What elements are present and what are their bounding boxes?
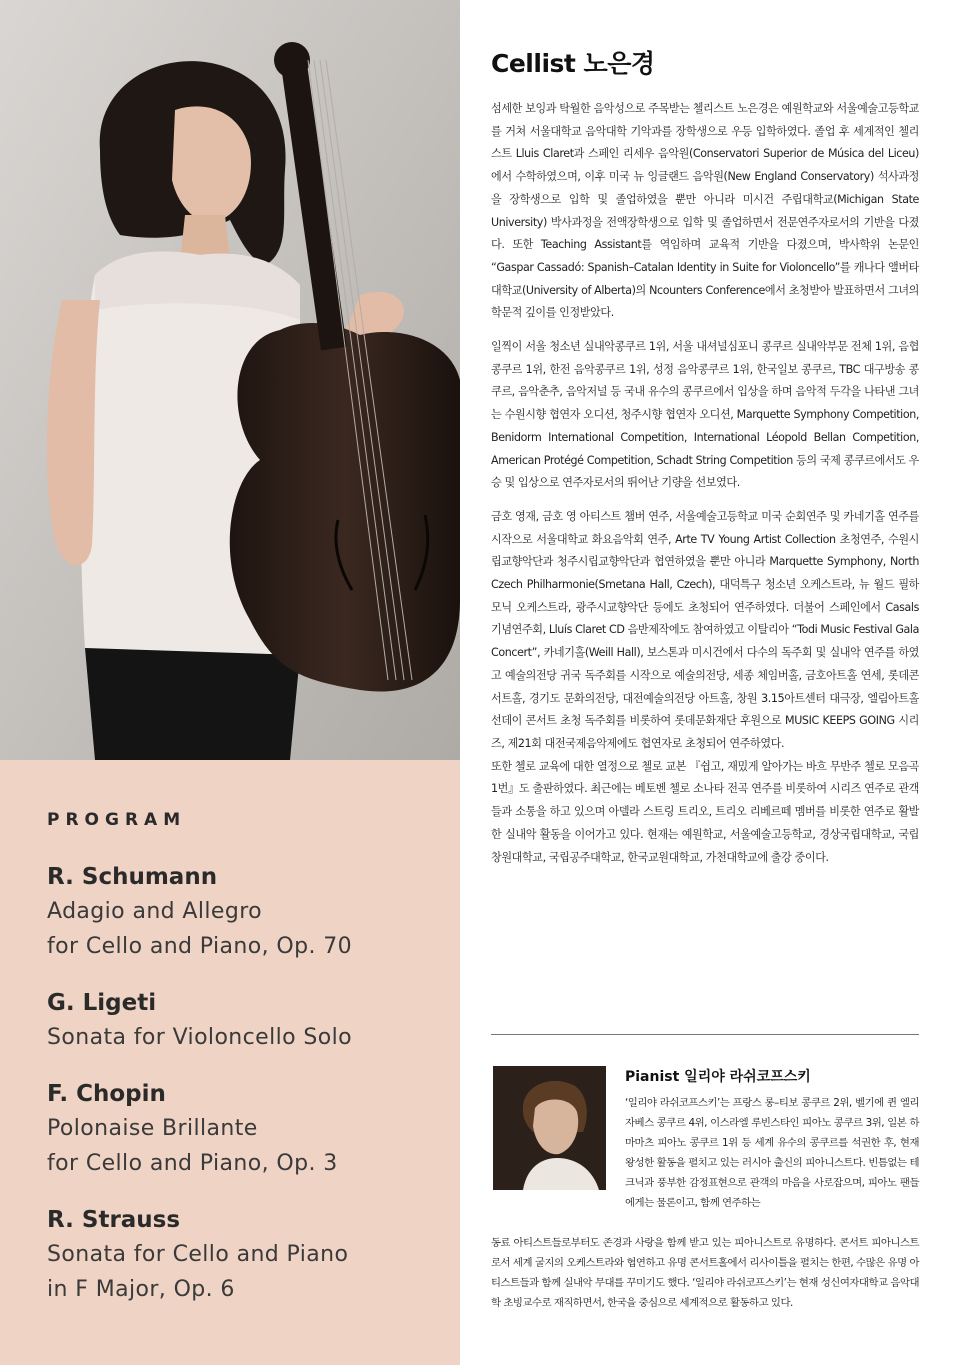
program-piece — [47, 1077, 447, 1181]
work-title-line: for Cello and Piano, Op. 70 — [47, 934, 353, 959]
program-piece — [47, 986, 447, 1055]
section-divider — [491, 1034, 919, 1035]
program-piece — [47, 1203, 447, 1307]
bio-paragraph: 일찍이 서울 청소년 실내악콩쿠르 1위, 서울 내셔널심포니 콩쿠르 실내악부문 전체 1위, 음협 콩쿠르 1위, 한전 음악콩쿠르 1위, 성정 음악콩쿠르 1위, 한국일보 콩쿠르, TBC 대구방송 콩쿠르, 음악춘추, 음악저널 등 국내 유수의 콩쿠르에서 입상을 하며 음악적 두각을 나타낸 그녀는 수원시향 협연자 오디션, 청주시향 협연자 오디션, Marquette Symphony Competition, Benidorm International Competition, International Léopold Bellan Competition, American Protégé Competition, Schadt String Competition 등의 국제 콩쿠르에서도 우승 및 입상으로 연주자로서의 뛰어난 기량을 선보였다. — [491, 340, 919, 490]
program-list — [47, 860, 447, 1329]
work-title-line: Polonaise Brillante — [47, 1116, 258, 1141]
program-piece — [47, 860, 447, 964]
work-title-line: Sonata for Cello and Piano — [47, 1242, 349, 1267]
work-title-line: Sonata for Violoncello Solo — [47, 1025, 352, 1050]
composer-name: R. Strauss — [47, 1207, 181, 1233]
cellist-bio — [491, 98, 919, 880]
bio-paragraph: 섬세한 보잉과 탁월한 음악성으로 주목받는 첼리스트 노은경은 예원학교와 서울예술고등학교를 거쳐 서울대학교 음악대학 기악과를 장학생으로 우등 입학하였다. 졸업 후 세계적인 첼리스트 Lluis Claret과 스페인 리세우 음악원(Conservatori Superior de Música del Liceu)에서 수학하였으며, 이후 미국 뉴 잉글랜드 음악원(New England Conservatory) 석사과정을 장학생으로 입학 및 졸업하였을 뿐만 아니라 미시건 주립대학교(Michigan State University) 박사과정을 전액장학생으로 입학 및 졸업하면서 전문연주자로서의 기반을 다졌다. 또한 Teaching Assistant를 역임하며 교육적 기반을 다졌으며, 박사학위 논문인 “Gaspar Cassadó: Spanish–Catalan Identity in Suite for Violoncello”를 캐나다 앨버타 대학교(University of Alberta)의 Ncounters Conference에서 초청받아 발표하면서 그녀의 학문적 깊이를 인정받았다. — [491, 102, 919, 320]
composer-name: F. Chopin — [47, 1081, 166, 1107]
composer-name: G. Ligeti — [47, 990, 157, 1016]
pianist-bio-top: ‘일리야 라쉬코프스키’는 프랑스 롱–티보 콩쿠르 2위, 벨기에 퀸 엘리자베스 콩쿠르 4위, 이스라엘 루빈스타인 피아노 콩쿠르 3위, 일본 하마마츠 피아노 콩쿠르 1위 등 세계 유수의 콩쿠르를 석권한 후, 현재 왕성한 활동을 펼치고 있는 러시아 출신의 피아니스트다. 빈틈없는 테크닉과 풍부한 감정표현으로 관객의 마음을 사로잡으며, 피아노 팬들에게는 물론이고, 함께 연주하는 — [625, 1097, 919, 1209]
program-heading: PROGRAM — [47, 810, 187, 830]
bio-paragraph: 또한 첼로 교육에 대한 열정으로 첼로 교본 『쉽고, 재밌게 알아가는 바흐 무반주 첼로 모음곡 1번』도 출판하였다. 최근에는 베토벤 첼로 소나타 전곡 연주를 비롯하여 시리즈 연주로 관객들과 소통을 하고 있으며 아델라 스트링 트리오, 트리오 리베르떼 멤버를 비롯한 연주로 활발한 실내악 활동을 이어가고 있다. 현재는 예원학교, 서울예술고등학교, 경상국립대학교, 국립창원대학교, 국립공주대학교, 한국교원대학교, 가천대학교에 출강 중이다. — [491, 759, 919, 864]
bio-paragraph: 금호 영재, 금호 영 아티스트 챔버 연주, 서울예술고등학교 미국 순회연주 및 카네기홀 연주를 시작으로 서울대학교 화요음악회 연주, Arte TV Young Artist Collection 초청연주, 수원시립교향악단과 청주시립교향악단과 협연하였을 뿐만 아니라 Marquette Symphony, North Czech Philharmonie(Smetana Hall, Czech), 대덕특구 청소년 오케스트라, 뉴 월드 필하모닉 오케스트라, 광주시교향악단 등에도 초청되어 연주하였다. 더불어 스페인에서 Casals 기념연주회, Lluís Claret CD 음반제작에도 참여하였고 이탈리아 “Todi Music Festival Gala Concert”, 카네기홀(Weill Hall), 보스톤과 미시건에서 다수의 독주회 및 실내악 연주를 하였고 예술의전당 귀국 독주회를 시작으로 예술의전당, 세종 체임버홀, 금호아트홀 연세, 롯데콘서트홀, 경기도 문화의전당, 대전예술의전당 아트홀, 창원 3.15아트센터 대극장, 엘림아트홀 선데이 콘서트 초청 독주회를 비롯하여 롯데문화재단 후원으로 MUSIC KEEPS GOING 시리즈, 제21회 대전국제음악제에도 협연자로 초청되어 연주하였다. — [491, 509, 919, 750]
cellist-photo — [0, 0, 460, 760]
pianist-bio-bottom: 동료 아티스트들로부터도 존경과 사랑을 함께 받고 있는 피아니스트로 유명하다. 콘서트 피아니스트로서 세계 굴지의 오케스트라와 협연하고 유명 콘서트홀에서 리사이틀을 펼치는 한편, 수많은 유명 아티스트들과 함께 실내악 무대를 꾸미기도 했다. ‘일리야 라쉬코프스키’는 현재 성신여자대학교 음악대학 초빙교수로 재직하면서, 한국을 중심으로 세계적으로 활동하고 있다. — [491, 1237, 919, 1309]
composer-name: R. Schumann — [47, 864, 218, 890]
work-title-line: in F Major, Op. 6 — [47, 1277, 235, 1302]
work-title-line: for Cello and Piano, Op. 3 — [47, 1151, 338, 1176]
work-title-line: Adagio and Allegro — [47, 899, 263, 924]
program-panel — [0, 760, 460, 1365]
pianist-title: Pianist 일리야 라쉬코프스키 — [625, 1069, 811, 1085]
cellist-title: Cellist 노은경 — [491, 49, 655, 78]
pianist-photo — [493, 1066, 606, 1190]
